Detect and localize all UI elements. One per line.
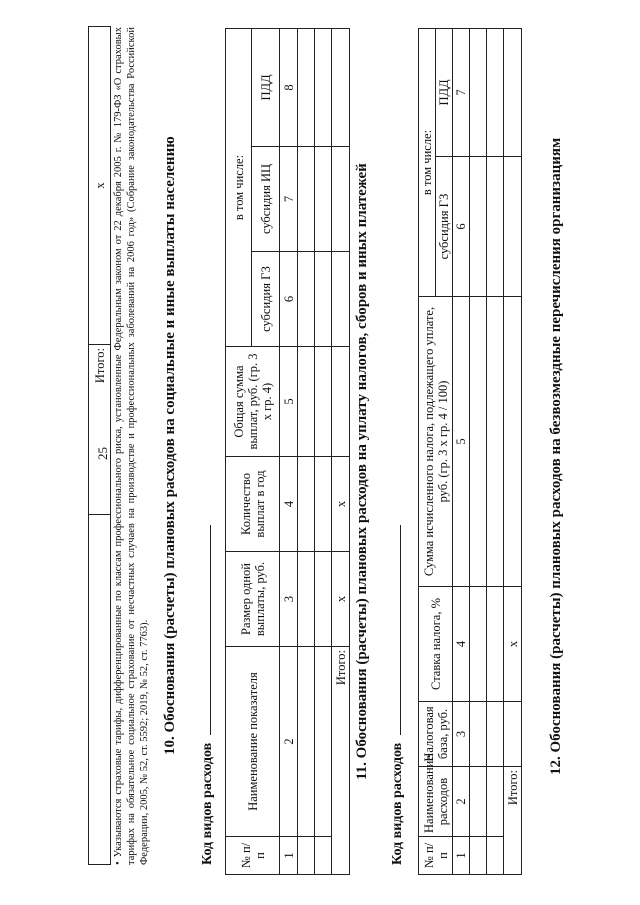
- colnum: 7: [280, 147, 298, 252]
- header-base: Налоговая база, руб.: [419, 702, 453, 767]
- colnum: 3: [280, 552, 298, 647]
- header-pdd: ПДД: [252, 28, 280, 146]
- colnum: 2: [280, 647, 298, 837]
- kod-input-line: [209, 525, 211, 735]
- header-sum: Сумма исчисленного налога, подлежащего уплате, руб. (гр. 3 х гр. 4 / 100): [419, 297, 453, 587]
- header-sub-gz: субсидия ГЗ: [436, 157, 453, 297]
- section-12-title: 12. Обоснования (расчеты) плановых расходов на безвозмездные перечисления организациям: [548, 137, 564, 775]
- colnum-row: [453, 29, 470, 875]
- colnum: 3: [453, 702, 470, 767]
- section-10-table: [225, 28, 350, 875]
- itogo-row: [504, 29, 522, 875]
- section-10-title: 10. Обоснования (расчеты) плановых расходов на социальные и иные выплаты населению: [162, 136, 178, 755]
- colnum-row: [280, 28, 298, 874]
- table-row: [315, 28, 332, 874]
- section-11-kod: [390, 525, 406, 865]
- header-size: Размер одной выплаты, руб.: [226, 552, 280, 647]
- table-row: [487, 29, 504, 875]
- colnum: 7: [453, 29, 470, 157]
- kod-label: Код видов расходов: [390, 742, 405, 865]
- colnum: 1: [280, 837, 298, 875]
- header-name: Наименование показателя: [226, 647, 280, 837]
- itogo-label: Итого:: [504, 767, 522, 875]
- table-row: [298, 28, 315, 874]
- header-n: № п/п: [226, 837, 280, 875]
- colnum: 6: [280, 252, 298, 347]
- colnum: 4: [280, 457, 298, 552]
- header-sub-gz: субсидия ГЗ: [252, 252, 280, 347]
- x-mark: х: [332, 457, 350, 552]
- colnum: 6: [453, 157, 470, 297]
- header-total: Общая сумма выплат, руб. (гр. 3 х гр. 4): [226, 347, 280, 457]
- section-11-table: [418, 28, 522, 875]
- page-number: 25: [95, 447, 110, 460]
- header-count: Количество выплат в год: [226, 457, 280, 552]
- itogo-label: Итого:: [89, 345, 111, 515]
- table-row: [470, 29, 487, 875]
- colnum: 4: [453, 587, 470, 702]
- header-sub-ic: субсидия ИЦ: [252, 147, 280, 252]
- itogo-label: Итого:: [332, 647, 350, 875]
- section-10-kod: [200, 525, 216, 865]
- colnum: 5: [280, 347, 298, 457]
- kod-label: Код видов расходов: [200, 742, 215, 865]
- kod-input-line: [399, 525, 401, 735]
- header-incl: в том числе:: [226, 28, 252, 346]
- colnum: 8: [280, 28, 298, 146]
- header-rate: Ставка налога, %: [419, 587, 453, 702]
- colnum: 5: [453, 297, 470, 587]
- colnum: 1: [453, 837, 470, 875]
- header-name: Наименование расходов: [419, 767, 453, 837]
- itogo-row: [332, 28, 350, 874]
- itogo-value: х: [89, 27, 111, 345]
- x-mark: х: [332, 552, 350, 647]
- section-11-title: 11. Обоснования (расчеты) плановых расходов на уплату налогов, сборов и иных платежей: [354, 163, 370, 780]
- x-mark: х: [504, 587, 522, 702]
- header-n: № п/п: [419, 837, 453, 875]
- header-incl: в том числе:: [419, 29, 436, 297]
- top-table: [88, 26, 111, 865]
- footnote: • Указываются страховые тарифы, дифференцированные по классам профессионального риска, установленные Федеральным законом от 22 декабря 2005 г. № 179-ФЗ «О страховых тарифах на обязательное социальное страхование от несчастных случаев на производстве и профессиональных заболеваний на 2006 год» (Собрание законодательства Российской Федерации, 2005, № 52, ст. 5592; 2019, № 52, ст. 7763).: [113, 27, 150, 865]
- colnum: 2: [453, 767, 470, 837]
- header-pdd: ПДД: [436, 29, 453, 157]
